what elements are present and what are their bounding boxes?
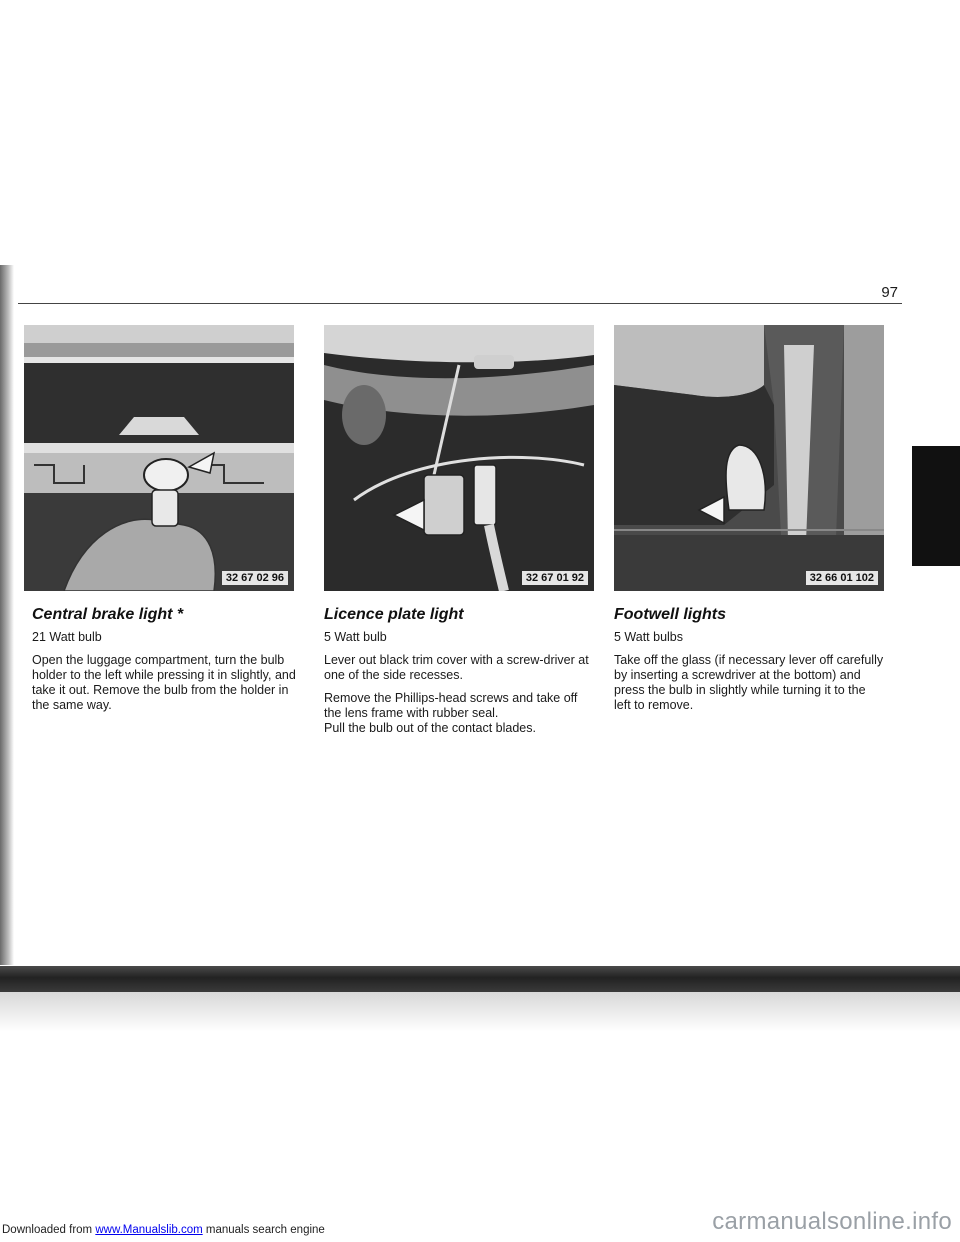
section-footwell-lights xyxy=(614,606,884,721)
section-licence-plate-light xyxy=(324,606,594,744)
figure-code: 32 67 02 96 xyxy=(222,571,288,585)
section-paragraph: Remove the Phillips-head screws and take off the lens frame with rubber seal. xyxy=(324,691,578,720)
section-thumb-tab xyxy=(912,446,960,566)
page-binding-shadow xyxy=(0,265,14,965)
section-subtitle: 21 Watt bulb xyxy=(32,630,102,644)
licence-plate-illustration xyxy=(324,325,594,591)
scan-edge-fade xyxy=(0,992,960,1032)
figure-code: 32 67 01 92 xyxy=(522,571,588,585)
download-footer xyxy=(2,1224,325,1236)
figure-code: 32 66 01 102 xyxy=(806,571,878,585)
figure-central-brake-light xyxy=(24,325,294,591)
watermark-text: carmanualsonline.info xyxy=(712,1208,952,1235)
section-title: Central brake light * xyxy=(32,606,184,623)
figure-footwell-lights xyxy=(614,325,884,591)
section-subtitle: 5 Watt bulbs xyxy=(614,630,684,644)
section-subtitle: 5 Watt bulb xyxy=(324,630,387,644)
figure-licence-plate-light xyxy=(324,325,594,591)
section-paragraph: Open the luggage compartment, turn the bulb holder to the left while pressing it in slightly, and take it out. Remove the bulb from the holder in the same way. xyxy=(32,653,296,712)
footer-prefix: Downloaded from xyxy=(2,1224,96,1236)
section-central-brake-light xyxy=(32,606,302,721)
manualslib-link[interactable]: www.Manualslib.com xyxy=(95,1224,203,1236)
section-title: Licence plate light xyxy=(324,606,464,623)
footer-suffix: manuals search engine xyxy=(202,1224,325,1236)
section-paragraph: Take off the glass (if necessary lever off carefully by inserting a screwdriver at the bottom) and press the bulb in slightly while turning it to the left to remove. xyxy=(614,653,884,712)
page-number: 97 xyxy=(881,284,898,301)
scan-edge-band xyxy=(0,966,960,992)
section-paragraph: Lever out black trim cover with a screw-driver at one of the side recesses. xyxy=(324,653,589,682)
brake-light-illustration xyxy=(24,325,294,591)
footwell-illustration xyxy=(614,325,884,591)
header-rule xyxy=(18,303,902,304)
section-title: Footwell lights xyxy=(614,606,726,623)
section-paragraph: Pull the bulb out of the contact blades. xyxy=(324,721,536,735)
